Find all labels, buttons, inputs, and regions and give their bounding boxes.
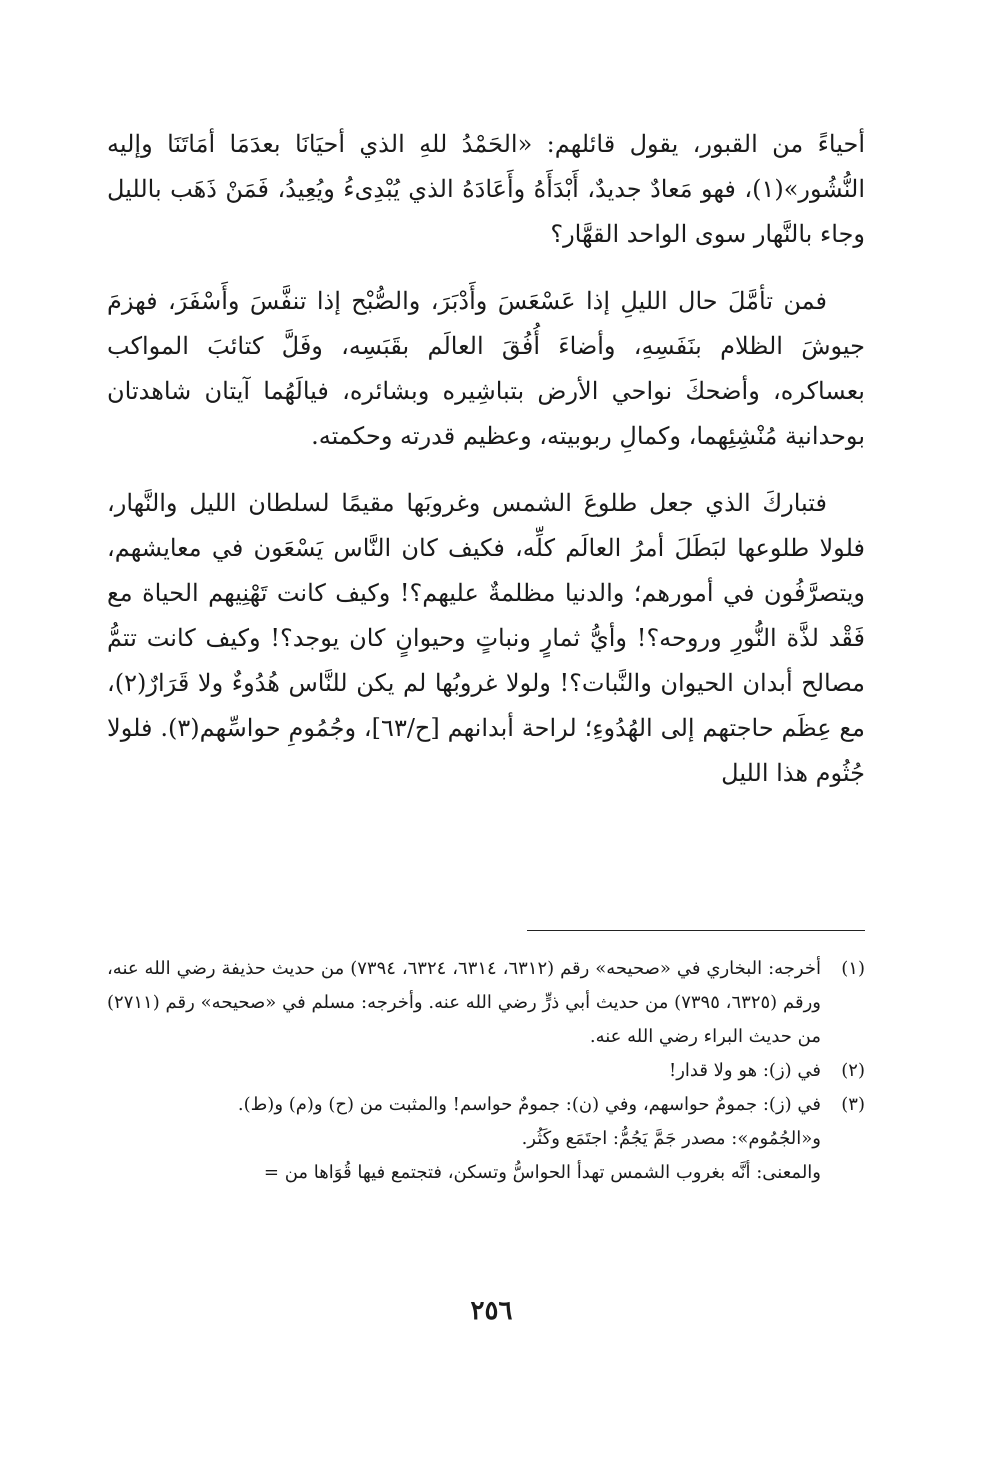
footnotes xyxy=(107,952,865,1190)
footnote-divider xyxy=(527,930,865,931)
footnote-3 xyxy=(107,1088,865,1122)
footnote-continuation-line: والمعنى: أنَّه بغروب الشمس تهدأ الحواسُّ وتسكن، فتجتمع فيها قُوَاها من = xyxy=(263,1162,821,1183)
main-text xyxy=(107,122,865,818)
footnote-text: في (ز): جمومٌ حواسهم، وفي (ن): جمومٌ حواسم! والمثبت من (ح) و(م) و(ط). xyxy=(237,1094,821,1115)
paragraph-2: فمن تأمَّلَ حال الليلِ إذا عَسْعَسَ وأَدْبَرَ، والصُّبْح إذا تنفَّسَ وأَسْفَرَ، فهزمَ جيوشَ الظلام بنَفَسِهِ، وأضاءَ أُفُقَ العالَم بقَبَسِه، وفَلَّ كتائبَ المواكب بعساكره، وأضحكَ نواحي الأرض بتباشِيره وبشائره، فيالَهُما آيتان شاهدتان بوحدانية مُنْشِئِهما، وكمالِ ربوبيته، وعظيم قدرته وحكمته. xyxy=(107,287,865,450)
footnote-number: (٢) xyxy=(841,1060,865,1081)
footnote-2 xyxy=(107,1054,865,1088)
footnote-number: (١) xyxy=(841,958,865,979)
footnote-text: في (ز): هو ولا قدار! xyxy=(668,1060,821,1081)
footnote-continuation-line: و«الجُمُوم»: مصدر جَمَّ يَجُمُّ: اجتَمَع وكَثُر. xyxy=(521,1128,821,1149)
page-number: ٢٥٦ xyxy=(470,1296,513,1326)
footnote-text: أخرجه: البخاري في «صحيحه» رقم (٦٣١٢، ٦٣١٤، ٦٣٢٤، ٧٣٩٤) من حديث حذيفة رضي الله عنه، ورقم (٦٣٢٥، ٧٣٩٥) من حديث أبي ذرٍّ رضي الله عنه. وأخرجه: مسلم في «صحيحه» رقم (٢٧١١) من حديث البراء رضي الله عنه. xyxy=(107,958,821,1047)
paragraph-1: أحياءً من القبور، يقول قائلهم: «الحَمْدُ للهِ الذي أحيَانَا بعدَمَا أمَاتَنَا وإليه النُّشُور»(١)، فهو مَعادٌ جديدٌ، أَبْدَأَهُ وأَعَادَهُ الذي يُبْدِىءُ ويُعِيدُ، فَمَنْ ذَهَب بالليل وجاء بالنَّهار سوى الواحد القهَّار؟ xyxy=(107,130,865,248)
footnote-1 xyxy=(107,952,865,1054)
paragraph-3: فتباركَ الذي جعل طلوعَ الشمس وغروبَها مقيمًا لسلطان الليل والنَّهار، فلولا طلوعها لبَطَلَ أمرُ العالَم كلِّه، فكيف كان النَّاس يَسْعَون في معايشهم، ويتصرَّفُون في أمورهم؛ والدنيا مظلمةٌ عليهم؟! وكيف كانت تَهْنِيهم الحياة مع فَقْد لذَّة النُّورِ وروحه؟! وأيُّ ثمارٍ ونباتٍ وحيوانٍ كان يوجد؟! وكيف كانت تتمُّ مصالح أبدان الحيوان والنَّبات؟! ولولا غروبُها لم يكن للنَّاس هُدُوءٌ ولا قَرَارٌ(٢)، مع عِظَم حاجتهم إلى الهُدُوءِ؛ لراحة أبدانهم [ح/٦٣]، وجُمُومِ حواسِّهم(٣). فلولا جُثُوم هذا الليل xyxy=(107,489,866,787)
footnote-number: (٣) xyxy=(841,1094,865,1115)
